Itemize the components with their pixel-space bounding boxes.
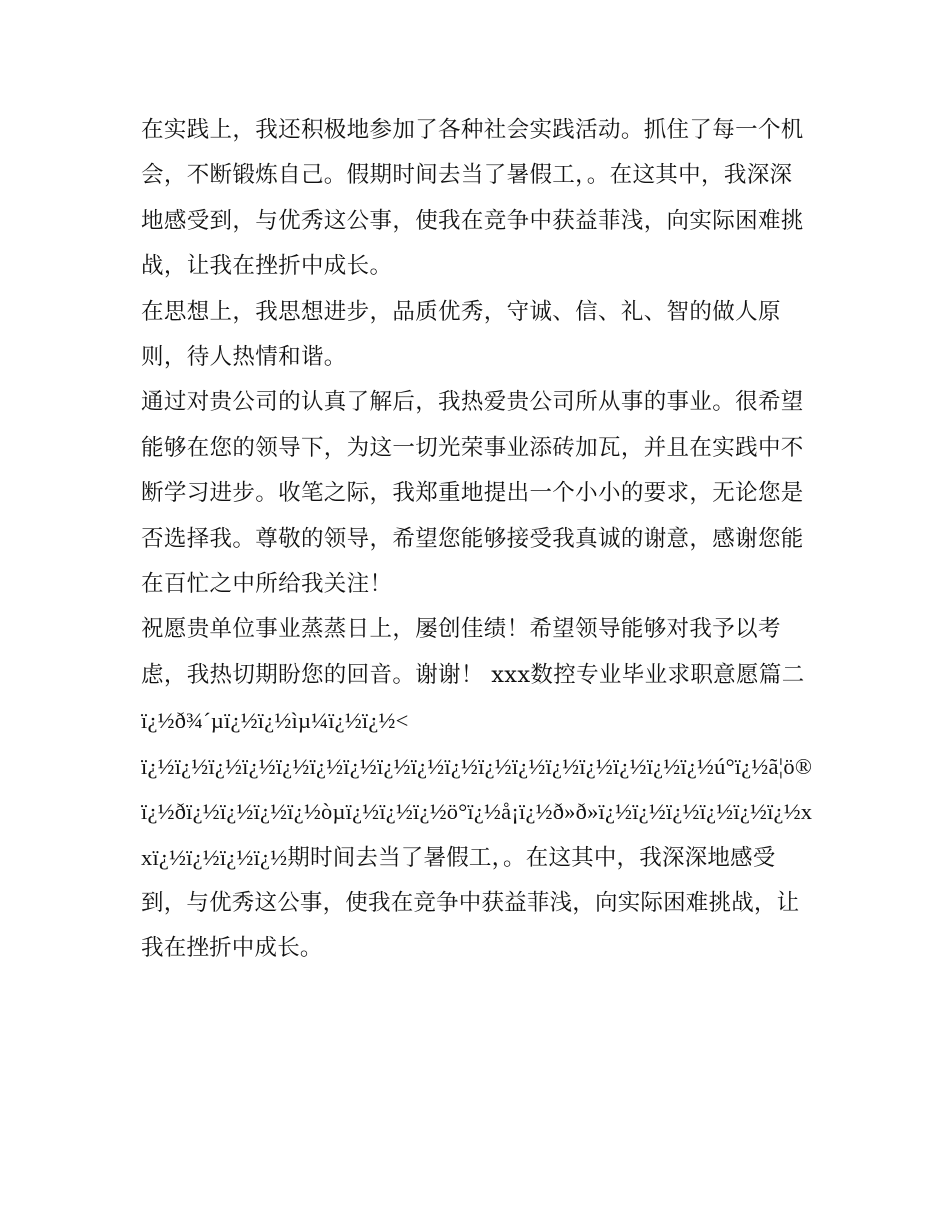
paragraph-closing: 祝愿贵单位事业蒸蒸日上，屡创佳绩！希望领导能够对我予以考虑，我热切期盼您的回音。谢谢！ xxx数控专业毕业求职意愿篇二 [141,616,805,688]
paragraph-garbled-heading: ï¿½ð¾´µï¿½ï¿½ìµ¼ï¿½ï¿½< [141,708,409,734]
paragraph-practice: 在实践上，我还积极地参加了各种社会实践活动。抓住了每一个机会，不断锻炼自己。假期时间去当了暑假工，。在这其中，我深深地感受到，与优秀这公事，使我在竞争中获益菲浅，向实际困难挑战，让我在挫折中成长。 [141,117,804,280]
paragraph-thought: 在思想上，我思想进步，品质优秀，守诚、信、礼、智的做人原则，待人热情和谐。 [141,298,781,371]
paragraph-company: 通过对贵公司的认真了解后，我热爱贵公司所从事的事业。很希望能够在您的领导下，为这一切光荣事业添砖加瓦，并且在实践中不断学习进步。收笔之际，我郑重地提出一个小小的要求，无论您是否选择我。尊敬的领导，希望您能够接受我真诚的谢意，感谢您能在百忙之中所给我关注！ [141,389,804,598]
document-body [141,108,813,971]
paragraph-garbled-body: ï¿½ï¿½ï¿½ï¿½ï¿½ï¿½ï¿½ï¿½ï¿½ï¿½ï¿½ï¿½ï¿½ï¿½ï¿½ï¿½ï¿½ú°ï¿½ã¦ö®ï¿½ðï¿½ï¿½ï¿½ï¿½òµï¿½ï¿½ï¿½ö°ï¿½å¡ï¿½ð»ð»ï¿½ï¿½ï¿½ï¿½ï¿½ï¿½xxï¿½ï¿½ï¿½ï¿½期时间去当了暑假工，。在这其中，我深深地感受到，与优秀这公事，使我在竞争中获益菲浅，向实际困难挑战，让我在挫折中成长。 [141,753,813,961]
